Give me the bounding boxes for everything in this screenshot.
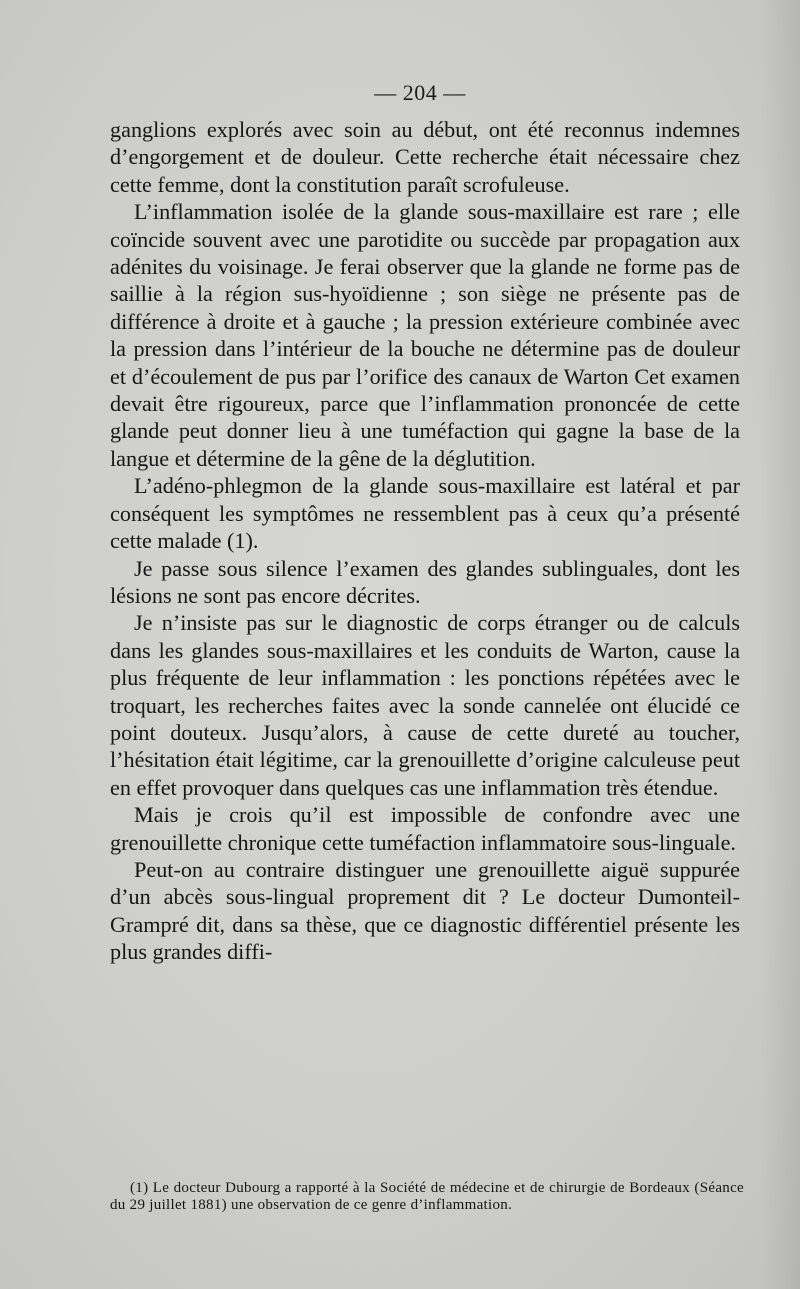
paragraph-continued: ganglions explorés avec soin au début, ont été reconnus indemnes d’engorgement et de douleur. Cette recherche était nécessaire chez cette femme, dont la constitution paraît scrofuleuse. bbox=[110, 117, 740, 197]
paragraph: Mais je crois qu’il est impossible de confondre avec une grenouillette chronique cette tuméfaction inflammatoire sous-linguale. bbox=[110, 802, 740, 855]
paragraph: Peut-on au contraire distinguer une grenouillette aiguë suppurée d’un abcès sous-lingual proprement dit ? Le docteur Dumonteil-Grampré dit, dans sa thèse, que ce diagnostic différentiel présente les plus grandes diffi- bbox=[110, 856, 740, 965]
paragraph: L’inflammation isolée de la glande sous-maxillaire est rare ; elle coïncide souvent avec une parotidite ou succède par propagation aux adénites du voisinage. Je ferai observer que la glande ne forme pas de saillie à la région sus-hyoïdienne ; son siège ne présente pas de différence à droite et à gauche ; la pression extérieure combinée avec la pression dans l’intérieur de la bouche ne détermine pas de douleur et d’écoulement de pus par l’orifice des canaux de Warton Cet examen devait être rigoureux, parce que l’inflammation prononcée de cette glande peut donner lieu à une tuméfaction qui gagne la base de la langue et détermine de la gêne de la déglutition. bbox=[110, 199, 740, 471]
page-number: — 204 — bbox=[374, 80, 466, 105]
paragraph: Je passe sous silence l’examen des glandes sublinguales, dont les lésions ne sont pas encore décrites. bbox=[110, 555, 740, 608]
page-edge-shadow bbox=[760, 0, 800, 1289]
body-text bbox=[110, 116, 740, 966]
paragraph: L’adéno-phlegmon de la glande sous-maxillaire est latéral et par conséquent les symptômes ne ressemblent pas à ceux qu’a présenté cette malade (1). bbox=[110, 473, 740, 554]
footnote: (1) Le docteur Dubourg a rapporté à la Société de médecine et de chirurgie de Bordeaux (Séance du 29 juillet 1881) une observation de ce genre d’inflammation. bbox=[110, 1180, 744, 1213]
paragraph: Je n’insiste pas sur le diagnostic de corps étranger ou de calculs dans les glandes sous-maxillaires et les conduits de Warton, cause la plus fréquente de leur inflammation : les ponctions répétées avec le troquart, les recherches faites avec la sonde cannelée ont élucidé ce point douteux. Jusqu’alors, à cause de cette dureté au toucher, l’hésitation était légitime, car la grenouillette d’origine calculeuse peut en effet provoquer dans quelques cas une inflammation très étendue. bbox=[110, 610, 740, 800]
footnotes bbox=[110, 1180, 744, 1214]
